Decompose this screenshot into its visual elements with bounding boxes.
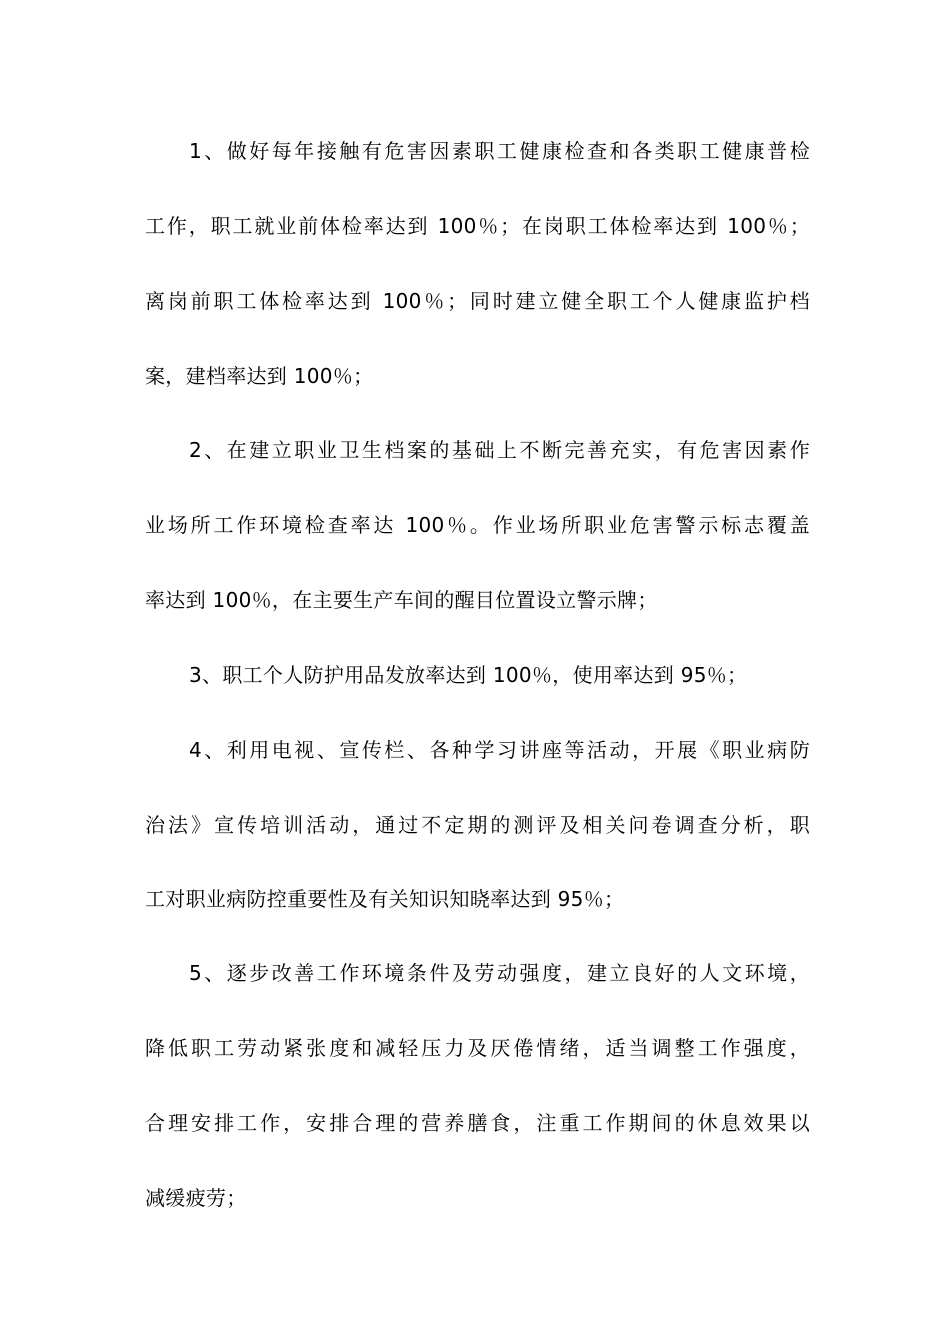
text-line: 率达到 100％，在主要生产车间的醒目位置设立警示牌； xyxy=(145,588,658,612)
text-line: 降低职工劳动紧张度和减轻压力及厌倦情绪，适当调整工作强度， xyxy=(145,1036,810,1060)
text-line: 业场所工作环境检查率达 100％。作业场所职业危害警示标志覆盖 xyxy=(145,513,810,537)
text-line: 3、职工个人防护用品发放率达到 100％，使用率达到 95％； xyxy=(189,663,748,687)
text-line: 工作，职工就业前体检率达到 100％；在岗职工体检率达到 100％； xyxy=(145,214,810,238)
text-line: 合理安排工作，安排合理的营养膳食，注重工作期间的休息效果以 xyxy=(145,1111,810,1135)
text-line: 2、在建立职业卫生档案的基础上不断完善充实，有危害因素作 xyxy=(189,438,810,462)
text-line: 5、逐步改善工作环境条件及劳动强度，建立良好的人文环境， xyxy=(189,961,810,985)
text-line: 减缓疲劳； xyxy=(145,1186,247,1210)
text-line: 1、做好每年接触有危害因素职工健康检查和各类职工健康普检 xyxy=(189,139,810,163)
text-line: 治法》宣传培训活动，通过不定期的测评及相关问卷调查分析，职 xyxy=(145,813,810,837)
text-line: 案，建档率达到 100％； xyxy=(145,364,374,388)
text-line: 工对职业病防控重要性及有关知识知晓率达到 95％； xyxy=(145,887,625,911)
text-line: 4、利用电视、宣传栏、各种学习讲座等活动，开展《职业病防 xyxy=(189,738,810,762)
text-line: 离岗前职工体检率达到 100％；同时建立健全职工个人健康监护档 xyxy=(145,289,810,313)
